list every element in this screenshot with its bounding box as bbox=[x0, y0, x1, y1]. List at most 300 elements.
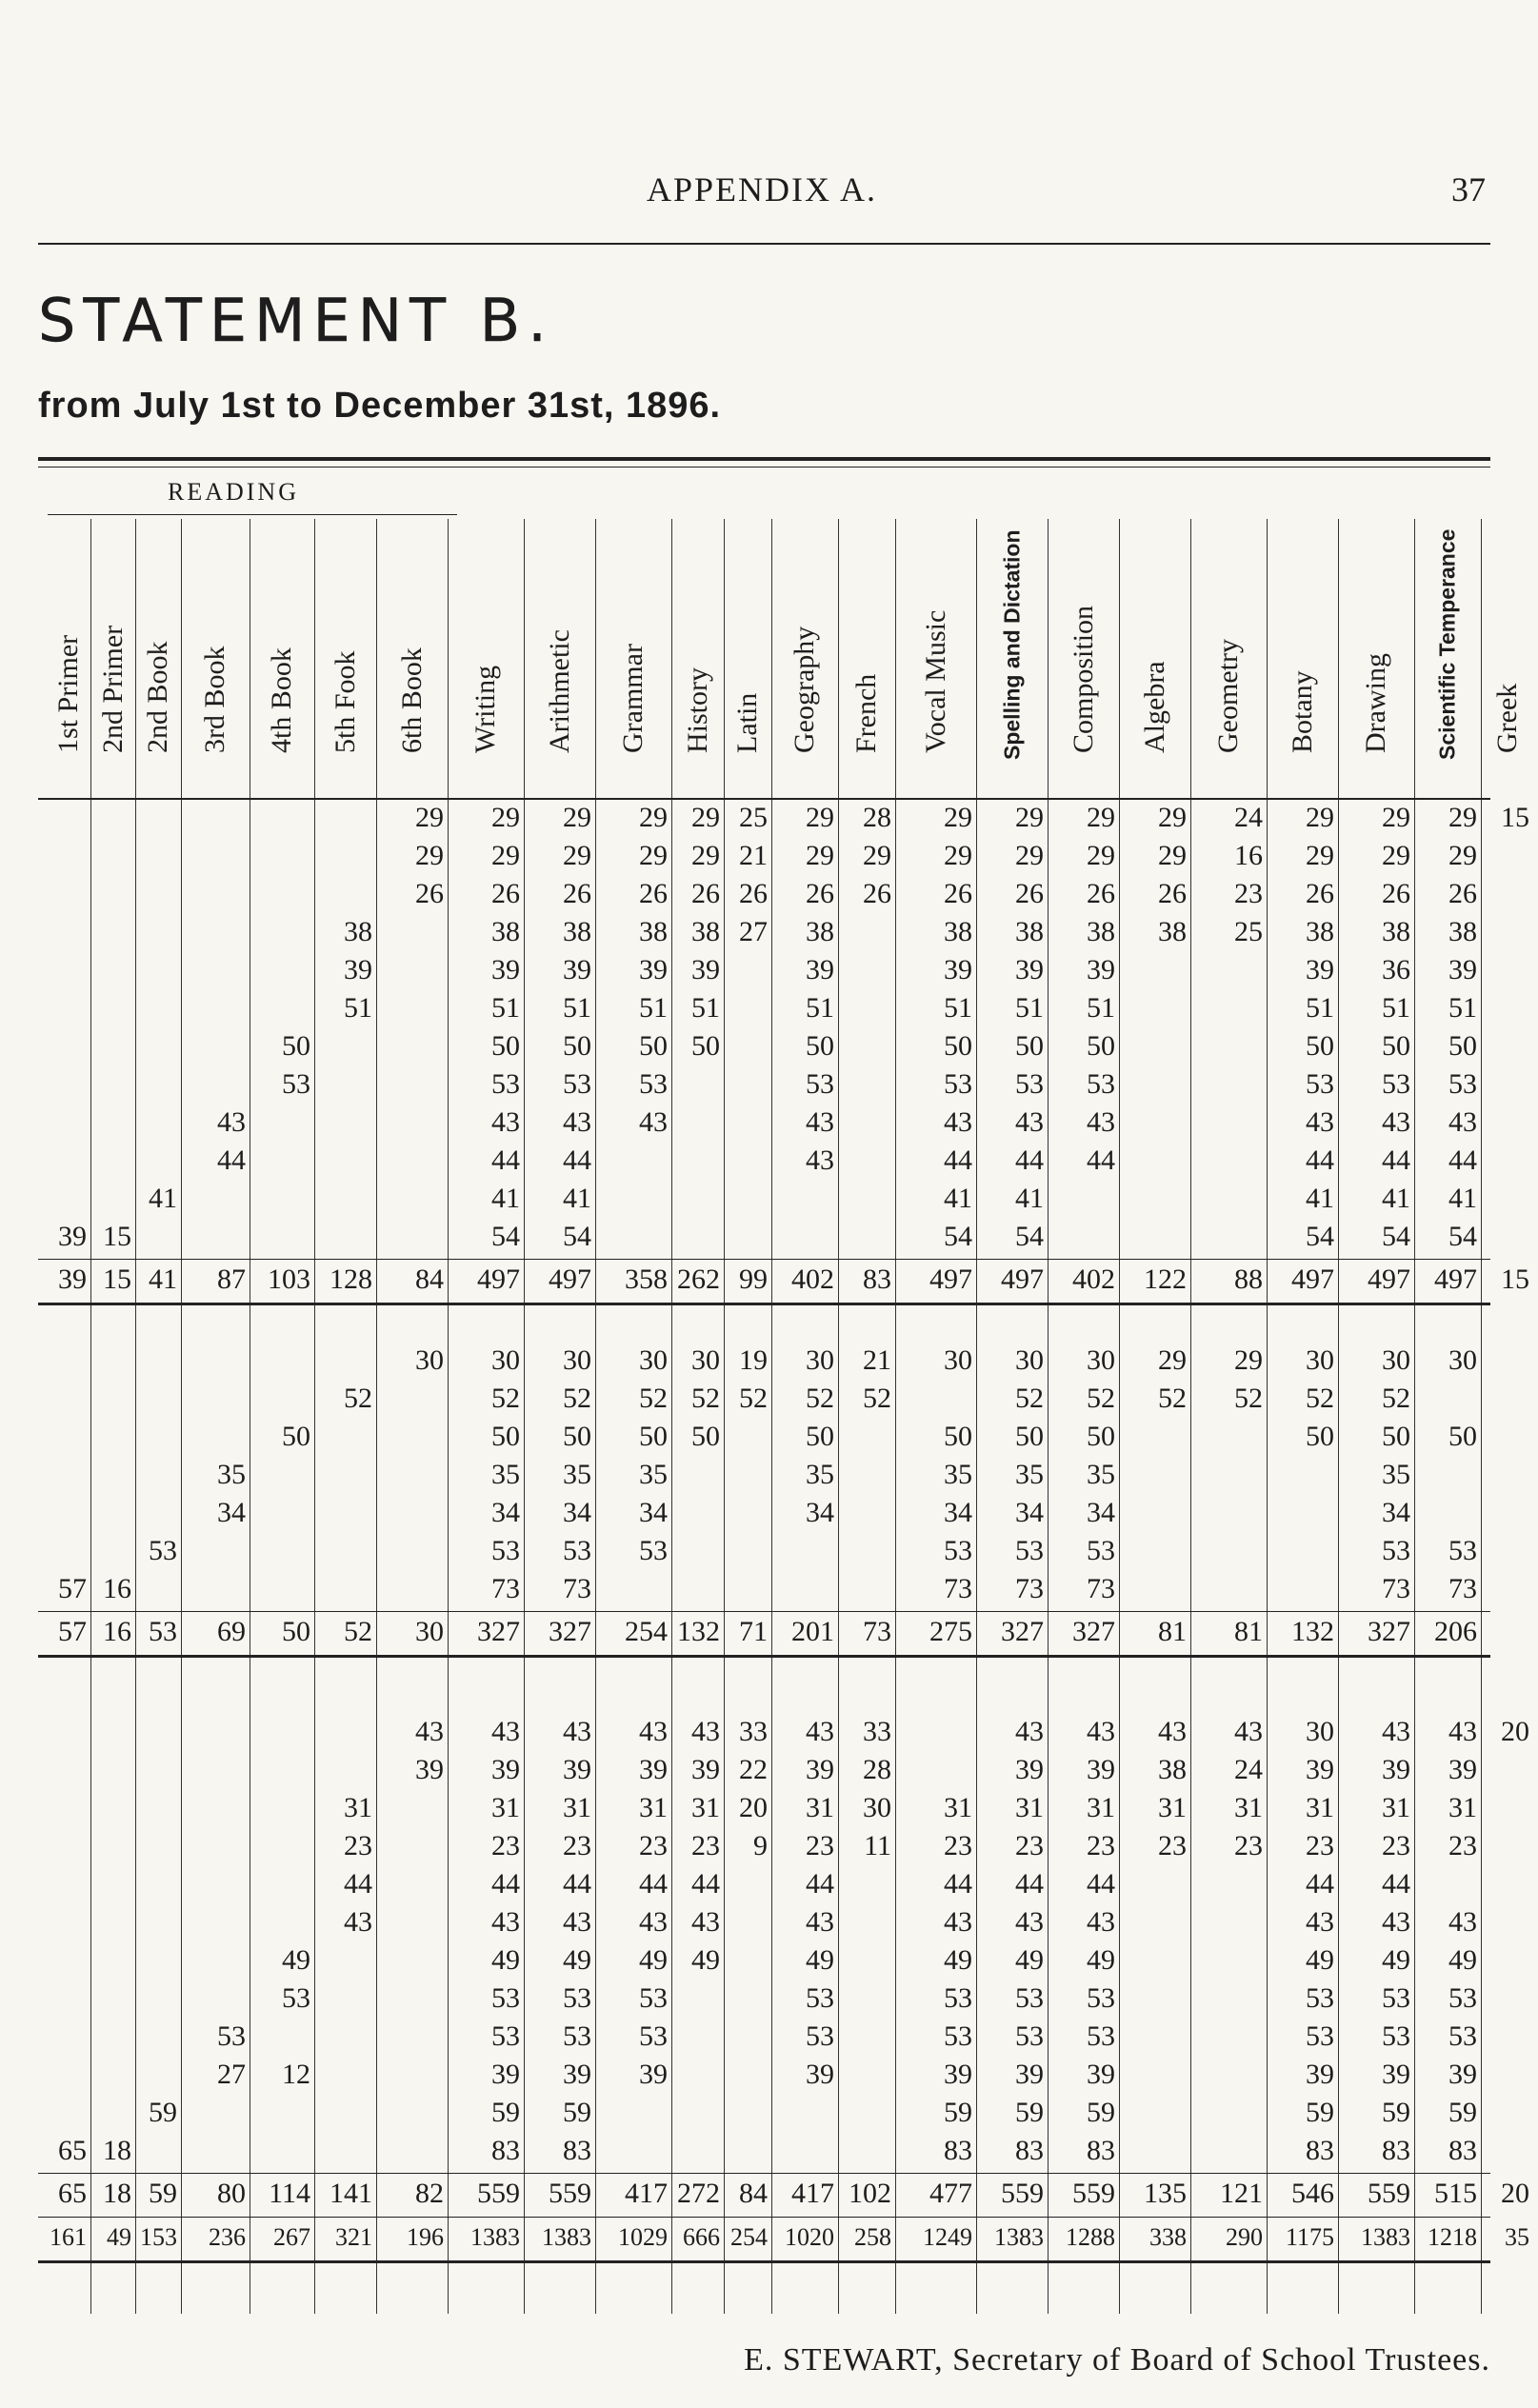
table-cell-composition: 51 bbox=[1087, 992, 1115, 1024]
table-cell-spelling-and-dictation: 29 bbox=[1015, 802, 1044, 833]
column-divider bbox=[1481, 519, 1482, 2314]
table-cell-arithmetic: 43 bbox=[563, 1716, 591, 1747]
total-cell-arithmetic: 327 bbox=[549, 1616, 591, 1647]
column-header-label: 2nd Book bbox=[142, 641, 173, 753]
total-cell-latin: 99 bbox=[739, 1264, 768, 1295]
table-cell-drawing: 34 bbox=[1382, 1497, 1410, 1528]
table-cell-drawing: 43 bbox=[1382, 1106, 1410, 1138]
table-cell-spelling-and-dictation: 43 bbox=[1015, 1106, 1044, 1138]
total-cell-arithmetic: 497 bbox=[549, 1264, 591, 1295]
total-cell-geography: 201 bbox=[791, 1616, 834, 1647]
table-cell-botany: 50 bbox=[1306, 1421, 1334, 1452]
table-cell-4th-book: 53 bbox=[282, 1982, 310, 2014]
table-cell-history: 29 bbox=[691, 802, 720, 833]
total-cell-vocal-music: 477 bbox=[929, 2178, 972, 2209]
total-cell-algebra: 135 bbox=[1144, 2178, 1187, 2209]
table-cell-history: 39 bbox=[691, 1754, 720, 1785]
table-cell-composition: 52 bbox=[1087, 1383, 1115, 1414]
table-cell-spelling-and-dictation: 23 bbox=[1015, 1830, 1044, 1861]
page-number: 37 bbox=[1451, 170, 1486, 209]
table-cell-arithmetic: 54 bbox=[563, 1221, 591, 1252]
table-cell-grammar: 30 bbox=[639, 1344, 668, 1376]
table-cell-composition: 53 bbox=[1087, 1535, 1115, 1566]
table-cell-composition: 34 bbox=[1087, 1497, 1115, 1528]
table-cell-scientific-temperance: 39 bbox=[1448, 1754, 1477, 1785]
table-cell-geometry: 29 bbox=[1234, 1344, 1263, 1376]
total-cell-botany: 132 bbox=[1291, 1616, 1334, 1647]
total-cell-grammar: 417 bbox=[625, 2178, 668, 2209]
table-cell-scientific-temperance: 73 bbox=[1448, 1573, 1477, 1604]
table-cell-drawing: 44 bbox=[1382, 1144, 1410, 1176]
table-cell-botany: 83 bbox=[1306, 2135, 1334, 2166]
grand-total-cell-5th-fook: 321 bbox=[335, 2223, 372, 2251]
table-cell-geography: 38 bbox=[806, 916, 834, 947]
table-cell-botany: 29 bbox=[1306, 802, 1334, 833]
table-cell-composition: 39 bbox=[1087, 2059, 1115, 2090]
table-cell-spelling-and-dictation: 50 bbox=[1015, 1030, 1044, 1062]
table-cell-vocal-music: 44 bbox=[944, 1868, 972, 1900]
table-cell-5th-fook: 38 bbox=[344, 916, 372, 947]
total-cell-algebra: 122 bbox=[1144, 1264, 1187, 1295]
table-cell-writing: 29 bbox=[491, 802, 520, 833]
table-cell-drawing: 31 bbox=[1382, 1792, 1410, 1823]
table-cell-writing: 23 bbox=[491, 1830, 520, 1861]
column-header-label: Latin bbox=[731, 692, 763, 753]
table-cell-scientific-temperance: 39 bbox=[1448, 2059, 1477, 2090]
subtotal-rule bbox=[38, 1611, 1490, 1612]
column-header-label: History bbox=[681, 667, 713, 753]
table-cell-botany: 39 bbox=[1306, 1754, 1334, 1785]
table-cell-history: 52 bbox=[691, 1383, 720, 1414]
table-cell-geography: 43 bbox=[806, 1716, 834, 1747]
table-cell-scientific-temperance: 39 bbox=[1448, 954, 1477, 985]
table-cell-5th-fook: 43 bbox=[344, 1906, 372, 1938]
table-cell-drawing: 23 bbox=[1382, 1830, 1410, 1861]
table-cell-botany: 43 bbox=[1306, 1906, 1334, 1938]
table-cell-writing: 53 bbox=[491, 1535, 520, 1566]
table-cell-3rd-book: 44 bbox=[217, 1144, 246, 1176]
table-cell-vocal-music: 53 bbox=[944, 1535, 972, 1566]
table-cell-greek: 20 bbox=[1501, 1716, 1529, 1747]
table-cell-algebra: 38 bbox=[1158, 1754, 1187, 1785]
table-cell-geography: 53 bbox=[806, 1982, 834, 2014]
table-cell-scientific-temperance: 30 bbox=[1448, 1344, 1477, 1376]
table-cell-1st-primer: 39 bbox=[58, 1221, 87, 1252]
table-cell-arithmetic: 83 bbox=[563, 2135, 591, 2166]
table-cell-vocal-music: 51 bbox=[944, 992, 972, 1024]
table-cell-grammar: 39 bbox=[639, 1754, 668, 1785]
table-cell-vocal-music: 53 bbox=[944, 1982, 972, 2014]
column-header-label: 5th Fook bbox=[329, 650, 361, 753]
table-cell-1st-primer: 65 bbox=[58, 2135, 87, 2166]
table-cell-geometry: 24 bbox=[1234, 802, 1263, 833]
total-cell-french: 83 bbox=[863, 1264, 891, 1295]
table-cell-scientific-temperance: 26 bbox=[1448, 878, 1477, 909]
table-cell-drawing: 39 bbox=[1382, 2059, 1410, 2090]
table-cell-composition: 38 bbox=[1087, 916, 1115, 947]
table-cell-composition: 49 bbox=[1087, 1944, 1115, 1976]
table-cell-scientific-temperance: 43 bbox=[1448, 1106, 1477, 1138]
grand-total-cell-2nd-primer: 49 bbox=[107, 2223, 131, 2251]
total-cell-2nd-primer: 15 bbox=[103, 1264, 131, 1295]
total-cell-latin: 84 bbox=[739, 2178, 768, 2209]
total-cell-writing: 559 bbox=[477, 2178, 520, 2209]
table-cell-writing: 43 bbox=[491, 1106, 520, 1138]
table-cell-french: 26 bbox=[863, 878, 891, 909]
table-cell-4th-book: 12 bbox=[282, 2059, 310, 2090]
table-cell-botany: 30 bbox=[1306, 1344, 1334, 1376]
table-cell-composition: 53 bbox=[1087, 1982, 1115, 2014]
column-header-label: 1st Primer bbox=[51, 634, 84, 753]
table-cell-writing: 53 bbox=[491, 2020, 520, 2052]
table-cell-composition: 23 bbox=[1087, 1830, 1115, 1861]
table-cell-french: 29 bbox=[863, 840, 891, 871]
grand-total-cell-arithmetic: 1383 bbox=[542, 2223, 591, 2251]
table-cell-scientific-temperance: 43 bbox=[1448, 1906, 1477, 1938]
table-cell-botany: 53 bbox=[1306, 1068, 1334, 1100]
table-cell-composition: 30 bbox=[1087, 1344, 1115, 1376]
table-cell-arithmetic: 38 bbox=[563, 916, 591, 947]
grand-total-cell-french: 258 bbox=[854, 2223, 891, 2251]
table-cell-grammar: 43 bbox=[639, 1716, 668, 1747]
total-cell-scientific-temperance: 497 bbox=[1434, 1264, 1477, 1295]
table-cell-geography: 43 bbox=[806, 1144, 834, 1176]
table-cell-arithmetic: 34 bbox=[563, 1497, 591, 1528]
total-cell-scientific-temperance: 515 bbox=[1434, 2178, 1477, 2209]
table-cell-grammar: 38 bbox=[639, 916, 668, 947]
table-cell-composition: 29 bbox=[1087, 840, 1115, 871]
table-cell-composition: 50 bbox=[1087, 1421, 1115, 1452]
table-cell-spelling-and-dictation: 53 bbox=[1015, 1982, 1044, 2014]
column-divider bbox=[90, 519, 91, 2314]
table-cell-writing: 30 bbox=[491, 1344, 520, 1376]
total-cell-botany: 497 bbox=[1291, 1264, 1334, 1295]
table-cell-geometry: 16 bbox=[1234, 840, 1263, 871]
table-cell-drawing: 51 bbox=[1382, 992, 1410, 1024]
table-cell-drawing: 29 bbox=[1382, 802, 1410, 833]
table-cell-arithmetic: 43 bbox=[563, 1106, 591, 1138]
table-cell-drawing: 36 bbox=[1382, 954, 1410, 985]
table-cell-writing: 26 bbox=[491, 878, 520, 909]
total-cell-spelling-and-dictation: 327 bbox=[1001, 1616, 1044, 1647]
table-cell-botany: 44 bbox=[1306, 1144, 1334, 1176]
table-cell-spelling-and-dictation: 73 bbox=[1015, 1573, 1044, 1604]
table-cell-scientific-temperance: 83 bbox=[1448, 2135, 1477, 2166]
table-cell-arithmetic: 39 bbox=[563, 2059, 591, 2090]
table-cell-writing: 38 bbox=[491, 916, 520, 947]
table-cell-drawing: 43 bbox=[1382, 1906, 1410, 1938]
table-cell-history: 39 bbox=[691, 954, 720, 985]
table-cell-grammar: 50 bbox=[639, 1421, 668, 1452]
table-cell-geography: 34 bbox=[806, 1497, 834, 1528]
table-cell-algebra: 23 bbox=[1158, 1830, 1187, 1861]
table-cell-scientific-temperance: 29 bbox=[1448, 840, 1477, 871]
table-cell-drawing: 49 bbox=[1382, 1944, 1410, 1976]
table-cell-geography: 23 bbox=[806, 1830, 834, 1861]
table-cell-writing: 53 bbox=[491, 1982, 520, 2014]
total-cell-grammar: 358 bbox=[625, 1264, 668, 1295]
column-header-label: Drawing bbox=[1360, 653, 1391, 753]
total-cell-writing: 497 bbox=[477, 1264, 520, 1295]
table-cell-vocal-music: 49 bbox=[944, 1944, 972, 1976]
table-cell-geography: 29 bbox=[806, 840, 834, 871]
table-cell-scientific-temperance: 53 bbox=[1448, 2020, 1477, 2052]
table-cell-latin: 25 bbox=[739, 802, 768, 833]
table-cell-spelling-and-dictation: 43 bbox=[1015, 1906, 1044, 1938]
column-header-label: Geography bbox=[789, 626, 820, 753]
table-cell-history: 30 bbox=[691, 1344, 720, 1376]
table-cell-writing: 39 bbox=[491, 2059, 520, 2090]
table-cell-history: 50 bbox=[691, 1421, 720, 1452]
total-cell-french: 102 bbox=[849, 2178, 891, 2209]
table-cell-drawing: 35 bbox=[1382, 1459, 1410, 1490]
total-cell-grammar: 254 bbox=[625, 1616, 668, 1647]
table-cell-drawing: 50 bbox=[1382, 1421, 1410, 1452]
table-cell-4th-book: 50 bbox=[282, 1421, 310, 1452]
table-cell-scientific-temperance: 43 bbox=[1448, 1716, 1477, 1747]
table-cell-writing: 41 bbox=[491, 1183, 520, 1214]
total-cell-6th-book: 84 bbox=[415, 1264, 444, 1295]
table-cell-grammar: 39 bbox=[639, 954, 668, 985]
total-cell-writing: 327 bbox=[477, 1616, 520, 1647]
column-header-label: Writing bbox=[469, 665, 501, 753]
running-head-title: APPENDIX A. bbox=[646, 170, 878, 209]
total-cell-geometry: 121 bbox=[1220, 2178, 1263, 2209]
table-cell-vocal-music: 53 bbox=[944, 1068, 972, 1100]
column-header-label: Spelling and Dictation bbox=[999, 529, 1024, 760]
table-cell-writing: 39 bbox=[491, 954, 520, 985]
table-cell-6th-book: 29 bbox=[415, 802, 444, 833]
table-cell-vocal-music: 35 bbox=[944, 1459, 972, 1490]
table-cell-spelling-and-dictation: 54 bbox=[1015, 1221, 1044, 1252]
table-cell-composition: 43 bbox=[1087, 1106, 1115, 1138]
table-cell-arithmetic: 44 bbox=[563, 1868, 591, 1900]
table-cell-arithmetic: 50 bbox=[563, 1421, 591, 1452]
table-cell-grammar: 23 bbox=[639, 1830, 668, 1861]
table-cell-5th-fook: 39 bbox=[344, 954, 372, 985]
total-cell-6th-book: 30 bbox=[415, 1616, 444, 1647]
table-cell-grammar: 31 bbox=[639, 1792, 668, 1823]
table-cell-botany: 52 bbox=[1306, 1383, 1334, 1414]
total-cell-composition: 327 bbox=[1072, 1616, 1115, 1647]
table-cell-drawing: 53 bbox=[1382, 2020, 1410, 2052]
total-cell-history: 272 bbox=[677, 2178, 720, 2209]
table-cell-3rd-book: 53 bbox=[217, 2020, 246, 2052]
table-cell-latin: 27 bbox=[739, 916, 768, 947]
grand-total-cell-6th-book: 196 bbox=[407, 2223, 444, 2251]
table-cell-spelling-and-dictation: 44 bbox=[1015, 1868, 1044, 1900]
table-cell-composition: 39 bbox=[1087, 1754, 1115, 1785]
table-cell-scientific-temperance: 38 bbox=[1448, 916, 1477, 947]
table-cell-latin: 19 bbox=[739, 1344, 768, 1376]
table-cell-spelling-and-dictation: 39 bbox=[1015, 954, 1044, 985]
table-cell-latin: 21 bbox=[739, 840, 768, 871]
table-cell-algebra: 52 bbox=[1158, 1383, 1187, 1414]
statement-subtitle: from July 1st to December 31st, 1896. bbox=[38, 386, 722, 426]
table-cell-arithmetic: 39 bbox=[563, 1754, 591, 1785]
table-cell-5th-fook: 31 bbox=[344, 1792, 372, 1823]
table-cell-spelling-and-dictation: 49 bbox=[1015, 1944, 1044, 1976]
table-cell-composition: 73 bbox=[1087, 1573, 1115, 1604]
total-cell-geography: 417 bbox=[791, 2178, 834, 2209]
table-cell-writing: 83 bbox=[491, 2135, 520, 2166]
table-cell-geometry: 23 bbox=[1234, 1830, 1263, 1861]
total-cell-1st-primer: 57 bbox=[58, 1616, 87, 1647]
table-cell-writing: 43 bbox=[491, 1906, 520, 1938]
table-cell-botany: 31 bbox=[1306, 1792, 1334, 1823]
total-cell-5th-fook: 52 bbox=[344, 1616, 372, 1647]
grand-total-cell-algebra: 338 bbox=[1149, 2223, 1187, 2251]
table-cell-algebra: 38 bbox=[1158, 916, 1187, 947]
table-cell-geometry: 43 bbox=[1234, 1716, 1263, 1747]
table-cell-geography: 29 bbox=[806, 802, 834, 833]
table-cell-scientific-temperance: 29 bbox=[1448, 802, 1477, 833]
table-cell-2nd-book: 53 bbox=[149, 1535, 177, 1566]
total-cell-3rd-book: 87 bbox=[217, 1264, 246, 1295]
table-cell-vocal-music: 31 bbox=[944, 1792, 972, 1823]
table-cell-scientific-temperance: 53 bbox=[1448, 1982, 1477, 2014]
table-cell-2nd-primer: 15 bbox=[103, 1221, 131, 1252]
table-cell-arithmetic: 51 bbox=[563, 992, 591, 1024]
table-cell-french: 21 bbox=[863, 1344, 891, 1376]
table-cell-botany: 44 bbox=[1306, 1868, 1334, 1900]
table-cell-grammar: 53 bbox=[639, 1535, 668, 1566]
table-cell-6th-book: 43 bbox=[415, 1716, 444, 1747]
table-cell-history: 23 bbox=[691, 1830, 720, 1861]
table-cell-botany: 41 bbox=[1306, 1183, 1334, 1214]
grand-total-cell-latin: 254 bbox=[730, 2223, 768, 2251]
table-cell-spelling-and-dictation: 43 bbox=[1015, 1716, 1044, 1747]
column-header-label: French bbox=[850, 673, 882, 753]
table-cell-drawing: 54 bbox=[1382, 1221, 1410, 1252]
table-cell-greek: 15 bbox=[1501, 802, 1529, 833]
table-cell-drawing: 83 bbox=[1382, 2135, 1410, 2166]
table-cell-geometry: 52 bbox=[1234, 1383, 1263, 1414]
table-cell-spelling-and-dictation: 41 bbox=[1015, 1183, 1044, 1214]
table-cell-scientific-temperance: 44 bbox=[1448, 1144, 1477, 1176]
table-cell-vocal-music: 34 bbox=[944, 1497, 972, 1528]
table-cell-history: 43 bbox=[691, 1716, 720, 1747]
table-cell-grammar: 53 bbox=[639, 2020, 668, 2052]
table-cell-french: 11 bbox=[864, 1830, 891, 1861]
total-cell-composition: 402 bbox=[1072, 1264, 1115, 1295]
total-cell-history: 262 bbox=[677, 1264, 720, 1295]
section-divider-rule bbox=[38, 1655, 1490, 1658]
grand-total-cell-spelling-and-dictation: 1383 bbox=[994, 2223, 1044, 2251]
table-cell-spelling-and-dictation: 59 bbox=[1015, 2097, 1044, 2128]
grand-total-cell-botany: 1175 bbox=[1285, 2223, 1334, 2251]
table-cell-botany: 29 bbox=[1306, 840, 1334, 871]
table-cell-geography: 39 bbox=[806, 2059, 834, 2090]
table-cell-geography: 52 bbox=[806, 1383, 834, 1414]
table-cell-botany: 53 bbox=[1306, 1982, 1334, 2014]
signature-line: E. STEWART, Secretary of Board of School Trustees. bbox=[744, 2342, 1490, 2378]
table-cell-drawing: 38 bbox=[1382, 916, 1410, 947]
table-cell-vocal-music: 39 bbox=[944, 2059, 972, 2090]
grand-total-cell-3rd-book: 236 bbox=[209, 2223, 246, 2251]
table-cell-3rd-book: 35 bbox=[217, 1459, 246, 1490]
table-cell-vocal-music: 50 bbox=[944, 1030, 972, 1062]
table-cell-grammar: 29 bbox=[639, 840, 668, 871]
table-cell-writing: 51 bbox=[491, 992, 520, 1024]
table-cell-spelling-and-dictation: 44 bbox=[1015, 1144, 1044, 1176]
table-cell-spelling-and-dictation: 39 bbox=[1015, 2059, 1044, 2090]
table-cell-arithmetic: 44 bbox=[563, 1144, 591, 1176]
table-cell-writing: 50 bbox=[491, 1421, 520, 1452]
table-cell-grammar: 51 bbox=[639, 992, 668, 1024]
table-cell-writing: 44 bbox=[491, 1868, 520, 1900]
table-cell-history: 44 bbox=[691, 1868, 720, 1900]
table-cell-geography: 31 bbox=[806, 1792, 834, 1823]
grand-total-cell-greek: 35 bbox=[1505, 2223, 1529, 2251]
table-cell-arithmetic: 23 bbox=[563, 1830, 591, 1861]
table-cell-spelling-and-dictation: 38 bbox=[1015, 916, 1044, 947]
table-cell-1st-primer: 57 bbox=[58, 1573, 87, 1604]
table-cell-writing: 35 bbox=[491, 1459, 520, 1490]
table-cell-scientific-temperance: 53 bbox=[1448, 1535, 1477, 1566]
table-cell-drawing: 73 bbox=[1382, 1573, 1410, 1604]
total-cell-geography: 402 bbox=[791, 1264, 834, 1295]
total-cell-composition: 559 bbox=[1072, 2178, 1115, 2209]
table-cell-3rd-book: 34 bbox=[217, 1497, 246, 1528]
table-cell-spelling-and-dictation: 50 bbox=[1015, 1421, 1044, 1452]
total-cell-2nd-book: 59 bbox=[149, 2178, 177, 2209]
table-cell-history: 43 bbox=[691, 1906, 720, 1938]
table-cell-arithmetic: 49 bbox=[563, 1944, 591, 1976]
column-header-label: Algebra bbox=[1138, 661, 1170, 753]
total-cell-history: 132 bbox=[677, 1616, 720, 1647]
table-cell-scientific-temperance: 41 bbox=[1448, 1183, 1477, 1214]
column-header-label: Vocal Music bbox=[919, 609, 951, 753]
table-cell-drawing: 43 bbox=[1382, 1716, 1410, 1747]
table-cell-spelling-and-dictation: 53 bbox=[1015, 1068, 1044, 1100]
table-cell-spelling-and-dictation: 39 bbox=[1015, 1754, 1044, 1785]
total-cell-vocal-music: 497 bbox=[929, 1264, 972, 1295]
table-cell-6th-book: 39 bbox=[415, 1754, 444, 1785]
table-cell-writing: 59 bbox=[491, 2097, 520, 2128]
table-cell-vocal-music: 53 bbox=[944, 2020, 972, 2052]
grand-total-rule bbox=[38, 2217, 1490, 2218]
total-cell-algebra: 81 bbox=[1158, 1616, 1187, 1647]
table-cell-geometry: 24 bbox=[1234, 1754, 1263, 1785]
table-cell-4th-book: 50 bbox=[282, 1030, 310, 1062]
table-cell-spelling-and-dictation: 30 bbox=[1015, 1344, 1044, 1376]
table-cell-arithmetic: 53 bbox=[563, 1068, 591, 1100]
total-cell-4th-book: 103 bbox=[268, 1264, 310, 1295]
table-cell-vocal-music: 73 bbox=[944, 1573, 972, 1604]
table-cell-2nd-book: 59 bbox=[149, 2097, 177, 2128]
column-header-label: 2nd Primer bbox=[96, 625, 129, 753]
table-cell-arithmetic: 30 bbox=[563, 1344, 591, 1376]
table-cell-arithmetic: 29 bbox=[563, 802, 591, 833]
table-cell-botany: 39 bbox=[1306, 954, 1334, 985]
table-cell-writing: 31 bbox=[491, 1792, 520, 1823]
statement-title: STATEMENT B. bbox=[38, 286, 554, 355]
table-cell-3rd-book: 43 bbox=[217, 1106, 246, 1138]
table-cell-grammar: 50 bbox=[639, 1030, 668, 1062]
table-cell-geography: 53 bbox=[806, 1068, 834, 1100]
subtotal-rule bbox=[38, 2173, 1490, 2174]
table-cell-history: 49 bbox=[691, 1944, 720, 1976]
table-cell-botany: 49 bbox=[1306, 1944, 1334, 1976]
table-cell-spelling-and-dictation: 83 bbox=[1015, 2135, 1044, 2166]
table-cell-grammar: 49 bbox=[639, 1944, 668, 1976]
grand-total-cell-2nd-book: 153 bbox=[140, 2223, 177, 2251]
table-cell-spelling-and-dictation: 51 bbox=[1015, 992, 1044, 1024]
table-cell-composition: 43 bbox=[1087, 1906, 1115, 1938]
table-cell-grammar: 52 bbox=[639, 1383, 668, 1414]
total-cell-vocal-music: 275 bbox=[929, 1616, 972, 1647]
